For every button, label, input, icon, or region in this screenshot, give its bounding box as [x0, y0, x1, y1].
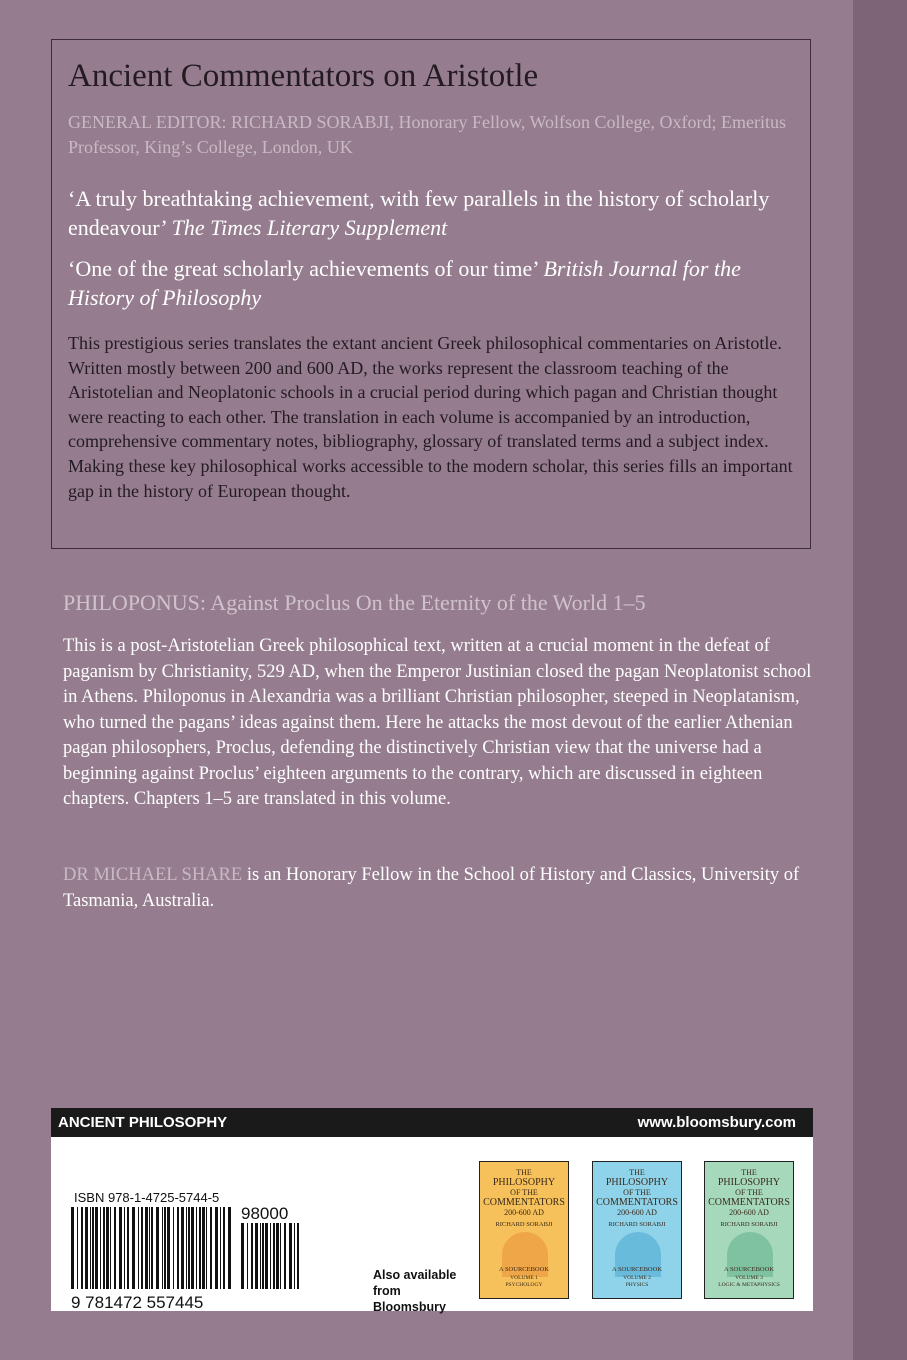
book-cover-author: RICHARD SORABJI [720, 1221, 778, 1228]
book-cover-author: RICHARD SORABJI [495, 1221, 553, 1228]
barcode-graphic [69, 1207, 359, 1311]
book-cover-title: THE PHILOSOPHY OF THE COMMENTATORS 200-600 AD [708, 1168, 790, 1217]
publisher-website: www.bloomsbury.com [637, 1114, 796, 1131]
book-description: This is a post-Aristotelian Greek philosophical text, written at a crucial moment in the defeat of paganism by Christianity, 529 AD, when the Emperor Justinian closed the pagan Neoplatonist school in Athens. Philoponus in Alexandria was a brilliant Christian philosopher, steeped in Neoplatanism, who turned the pagans’ ideas against them. Here he attacks the most devout of the earlier Athenian pagan philosophers, Proclus, defending the distinctively Christian view that the universe had a beginning against Proclus’ eighteen arguments to the contrary, which are discussed in eighteen chapters. Chapters 1–5 are translated in this volume. [63, 636, 812, 809]
review-quote [68, 184, 803, 242]
barcode-panel [51, 1137, 813, 1314]
category-label: ANCIENT PHILOSOPHY [58, 1114, 228, 1131]
book-cover-subtitle: A SOURCEBOOK [723, 1266, 775, 1273]
also-available-label: Also available from Bloomsbury [373, 1268, 457, 1314]
category-bar [51, 1108, 813, 1137]
book-cover-title: THE PHILOSOPHY OF THE COMMENTATORS 200-600 AD [596, 1168, 678, 1217]
book-cover-volume: VOLUME 3 LOGIC & METAPHYSICS [718, 1275, 780, 1288]
quote-text: ‘A truly breathtaking achievement, with few parallels in the history of scholarly endeavour’ [68, 186, 770, 240]
book-cover-subtitle: A SOURCEBOOK [611, 1266, 663, 1273]
quote-source: British Journal for the History of Philosophy [68, 256, 741, 310]
author-name: DR MICHAEL SHARE [63, 865, 243, 885]
book-cover-volume: VOLUME 1 PSYCHOLOGY [505, 1275, 543, 1288]
spine-edge [853, 0, 907, 1360]
related-book-cover [592, 1161, 682, 1299]
quote-source: The Times Literary Supplement [171, 215, 448, 240]
book-cover-volume: VOLUME 2 PHYSICS [623, 1275, 651, 1288]
series-description: This prestigious series translates the extant ancient Greek philosophical commentaries on Aristotle. Written mostly between 200 and 600 AD, the works represent the classroom teaching of the Aristotelian and Neoplatonic schools in a crucial period during which pagan and Christian thought were reacting to each other. The translation in each volume is accompanied by an introduction, comprehensive commentary notes, bibliography, glossary of translated terms and a subject index. Making these key philosophical works accessible to the modern scholar, this series fills an important gap in the history of European thought. [68, 333, 793, 501]
quote-text: ‘One of the great scholarly achievements of our time’ [68, 256, 538, 281]
author-bio [63, 863, 813, 914]
barcode-digits: 9 781472 557445 [71, 1293, 204, 1311]
book-cover-title: THE PHILOSOPHY OF THE COMMENTATORS 200-600 AD [483, 1168, 565, 1217]
book-title: PHILOPONUS: Against Proclus On the Eternity of the World 1–5 [63, 590, 646, 615]
book-cover-author: RICHARD SORABJI [608, 1221, 666, 1228]
isbn-label: ISBN 978-1-4725-5744-5 [74, 1190, 220, 1205]
general-editor-line: GENERAL EDITOR: RICHARD SORABJI, Honorary Fellow, Wolfson College, Oxford; Emeritus Professor, King’s College, London, UK [68, 112, 787, 157]
related-book-cover [479, 1161, 569, 1299]
related-book-cover [704, 1161, 794, 1299]
book-cover-subtitle: A SOURCEBOOK [498, 1266, 550, 1273]
price-code: 98000 [241, 1204, 289, 1223]
review-quote [68, 254, 803, 312]
series-title: Ancient Commentators on Aristotle [68, 58, 539, 94]
author-bio-text: is an Honorary Fellow in the School of History and Classics, University of Tasmania, Australia. [63, 865, 800, 911]
